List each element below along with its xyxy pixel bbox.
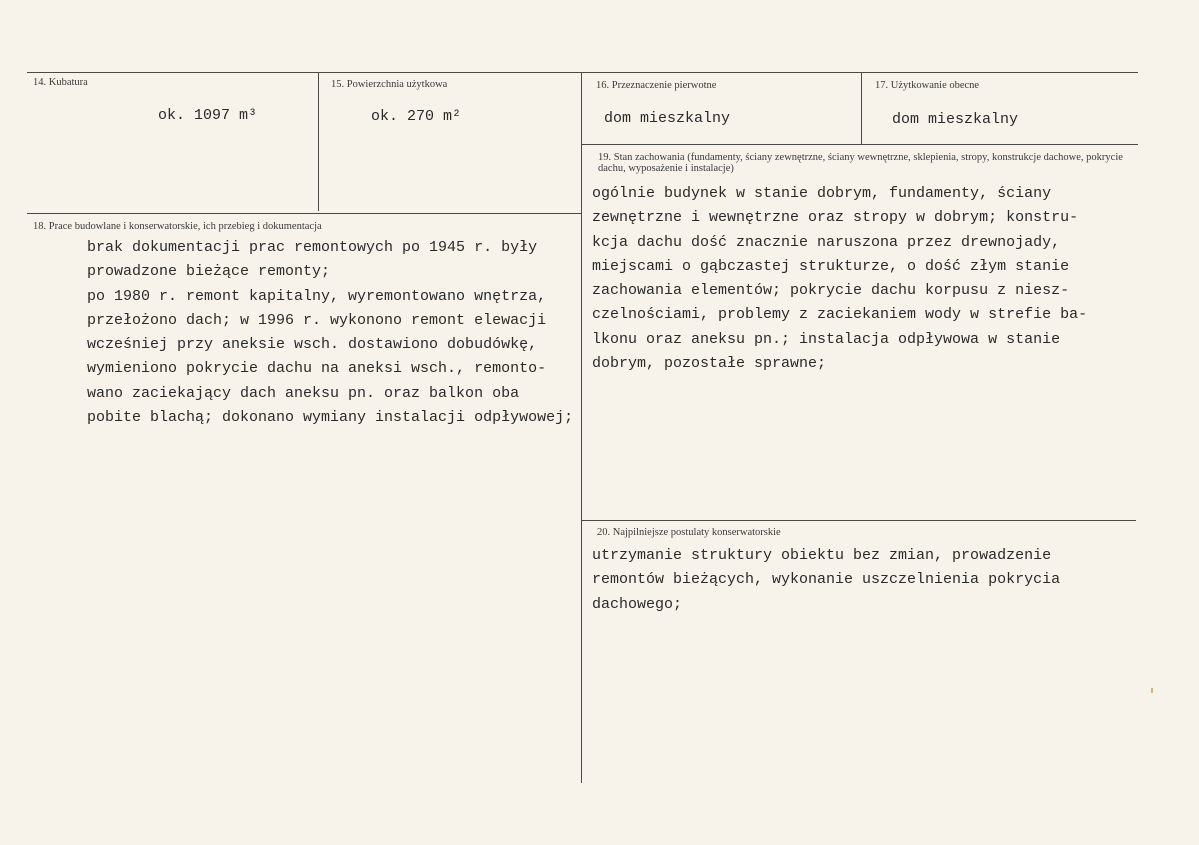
field-17-label: 17. Użytkowanie obecne xyxy=(875,80,980,91)
field-16-label: 16. Przeznaczenie pierwotne xyxy=(596,80,717,91)
rule-below-16-17 xyxy=(582,144,1138,145)
field-19-text xyxy=(592,182,1087,376)
text-line: ogólnie budynek w stanie dobrym, fundamenty, ściany xyxy=(592,185,1052,202)
text-line: pobite blachą; dokonano wymiany instalacji odpływowej; xyxy=(87,409,574,427)
text-line: prowadzone bieżące remonty; xyxy=(87,263,331,281)
field-15-value: ok. 270 m² xyxy=(371,108,462,125)
field-15-label: 15. Powierzchnia użytkowa xyxy=(331,79,448,90)
rule-above-20 xyxy=(582,520,1136,521)
top-rule xyxy=(27,72,1138,73)
text-line: wano zaciekający dach aneksu pn. oraz balkon oba xyxy=(87,384,520,402)
text-line: zewnętrzne i wewnętrzne oraz stropy w dobrym; konstru- xyxy=(592,209,1079,227)
text-line: utrzymanie struktury obiektu bez zmian, prowadzenie xyxy=(592,547,1052,564)
text-line: po 1980 r. remont kapitalny, wyremontowano wnętrza, xyxy=(87,287,547,305)
field-19-label: 19. Stan zachowania (fundamenty, ściany zewnętrzne, ściany wewnętrzne, sklepienia, stropy, konstrukcje dachowe, pokrycie dachu, wyposażenie i instalacje) xyxy=(598,152,1123,174)
text-line: miejscami o gąbczastej strukturze, o dość złym stanie xyxy=(592,257,1070,275)
paper-speck xyxy=(1151,688,1153,693)
text-line: czelnościami, problemy z zaciekaniem wody w strefie ba- xyxy=(592,306,1088,324)
text-line: brak dokumentacji prac remontowych po 1945 r. były xyxy=(87,239,538,256)
text-line: dobrym, pozostałe sprawne; xyxy=(592,355,827,373)
divider-16-17 xyxy=(861,73,862,144)
field-16-value: dom mieszkalny xyxy=(604,110,731,127)
divider-14-15 xyxy=(318,73,319,211)
field-20-label: 20. Najpilniejsze postulaty konserwatorskie xyxy=(597,527,781,538)
text-line: kcja dachu dość znacznie naruszona przez drewnojady, xyxy=(592,233,1061,251)
text-line: zachowania elementów; pokrycie dachu korpusu z niesz- xyxy=(592,282,1070,300)
text-line: remontów bieżących, wykonanie uszczelnienia pokrycia xyxy=(592,571,1061,589)
text-line: przełożono dach; w 1996 r. wykonono remont elewacji xyxy=(87,311,547,329)
field-17-value: dom mieszkalny xyxy=(892,111,1019,128)
text-line: dachowego; xyxy=(592,595,683,613)
field-20-text xyxy=(592,544,1060,617)
field-14-value: ok. 1097 m³ xyxy=(158,107,258,124)
text-line: wymieniono pokrycie dachu na aneksi wsch., remonto- xyxy=(87,360,547,378)
text-line: wcześniej przy aneksie wsch. dostawiono dobudówkę, xyxy=(87,336,538,354)
field-18-label: 18. Prace budowlane i konserwatorskie, ich przebieg i dokumentacja xyxy=(33,221,322,232)
field-18-text xyxy=(87,236,573,430)
rule-above-18 xyxy=(27,213,582,214)
text-line: lkonu oraz aneksu pn.; instalacja odpływowa w stanie xyxy=(592,330,1061,348)
field-14-label: 14. Kubatura xyxy=(33,77,88,88)
main-column-divider xyxy=(581,73,582,783)
